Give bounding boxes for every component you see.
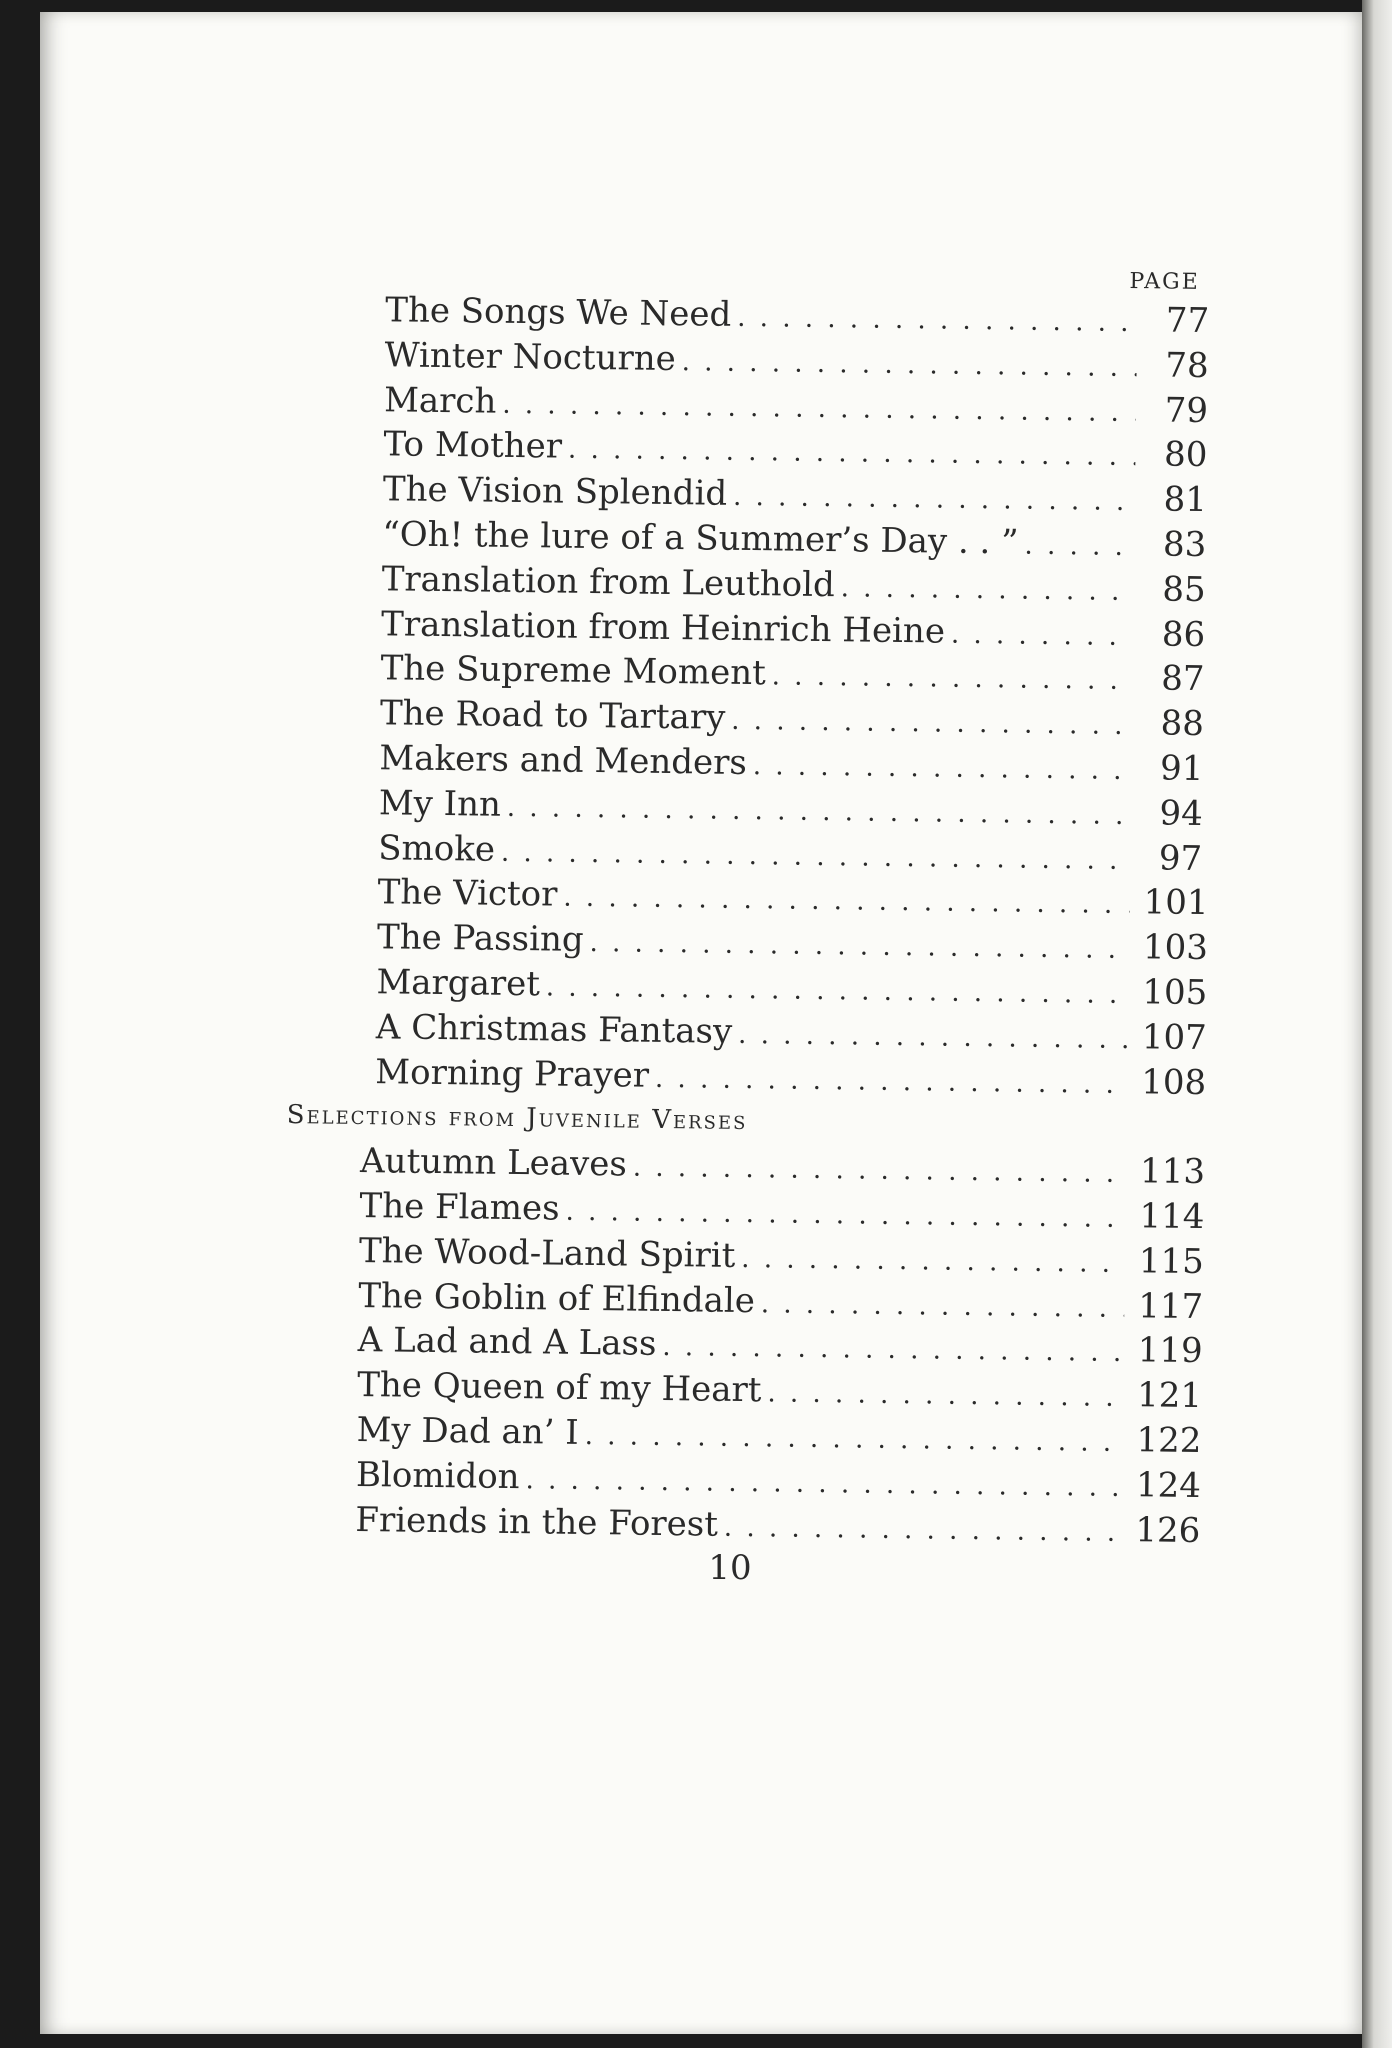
entry-page: 91 [1159,748,1204,789]
dot-leader [731,699,1132,749]
entry-page: 79 [1164,390,1209,431]
entry-page: 97 [1158,837,1203,879]
entry-page: 126 [1135,1509,1201,1551]
entry-title: The Wood-Land Spirit [358,1230,736,1276]
toc-main-list [279,287,1209,1105]
entry-page: 103 [1142,927,1209,969]
entry-title: Translation from Heinrich Heine [380,603,946,652]
entry-page: 86 [1161,614,1206,655]
entry-title: The Songs We Need [385,290,732,335]
entry-title: Winter Nocturne [384,335,676,379]
entry-title: The Victor [377,872,558,915]
dot-leader [738,1013,1128,1063]
dot-leader [681,340,1136,391]
dot-leader [563,876,1130,928]
entry-page: 88 [1160,703,1205,745]
page-column-heading: PAGE [1129,268,1200,295]
dot-leader [1024,524,1134,570]
entry-page: 115 [1138,1240,1205,1282]
entry-page: 87 [1160,658,1205,700]
entry-title: A Christmas Fantasy [375,1006,733,1052]
dot-leader [771,655,1132,705]
entry-page: 114 [1139,1196,1205,1237]
next-page-edge [1362,0,1392,2048]
entry-title: Margaret [376,962,541,1005]
dot-leader [761,1282,1125,1332]
entry-page: 101 [1143,882,1209,924]
entry-page: 94 [1159,793,1204,834]
entry-title: The Goblin of Elfindale [358,1275,756,1321]
entry-page: 119 [1137,1330,1203,1372]
entry-title: Friends in the Forest [355,1499,719,1545]
dot-leader [737,296,1138,346]
entry-title: March [383,379,497,422]
entry-title: The Flames [359,1185,560,1229]
entry-title: Makers and Menders [379,738,748,783]
entry-title: Translation from Leuthold [381,559,836,605]
dot-leader [741,1237,1125,1287]
entry-page: 108 [1140,1061,1207,1103]
entry-title: Morning Prayer [375,1051,650,1096]
dot-leader [589,921,1129,973]
entry-page: 77 [1165,300,1210,342]
entry-page: 81 [1163,479,1208,521]
entry-page: 117 [1138,1285,1204,1327]
page-number: 10 [708,1548,752,1588]
entry-page: 85 [1162,569,1206,610]
entry-title: Blomidon [355,1454,520,1497]
dot-leader [840,566,1134,615]
dot-leader [951,612,1134,659]
entry-title: My Dad an’ I [356,1409,580,1453]
dot-leader [584,1414,1122,1466]
entry-title: My Inn [378,782,502,825]
section-heading-juvenile: Selections from Juvenile Verses [286,1100,748,1137]
entry-title: The Road to Tartary [379,693,726,738]
entry-title: The Vision Splendid [382,469,728,514]
entry-page: 105 [1142,972,1208,1014]
dot-leader [753,744,1132,794]
entry-title: Autumn Leaves [359,1141,628,1185]
entry-page: 124 [1135,1464,1202,1506]
entry-title: The Queen of my Heart [356,1365,762,1411]
entry-page: 83 [1162,524,1207,566]
entry-page: 121 [1136,1375,1203,1417]
entry-title: The Supreme Moment [380,648,767,694]
dot-leader [633,1146,1127,1197]
entry-page: 80 [1163,434,1208,476]
entry-page: 107 [1141,1016,1207,1058]
entry-title: “Oh! the lure of a Summer’s Day . . ” [382,514,1019,563]
dot-leader [507,786,1131,839]
dot-leader [724,1505,1122,1555]
entry-page: 78 [1165,345,1209,386]
entry-title: Smoke [377,827,496,870]
entry-title: A Lad and A Lass [357,1320,657,1365]
entry-page: 122 [1136,1420,1202,1461]
entry-page: 113 [1139,1151,1206,1193]
entry-title: To Mother [383,424,563,467]
entry-title: The Passing [376,917,584,961]
toc-juvenile-list [273,1138,1206,1553]
table-of-contents [273,255,1210,1553]
dot-leader [767,1371,1123,1420]
